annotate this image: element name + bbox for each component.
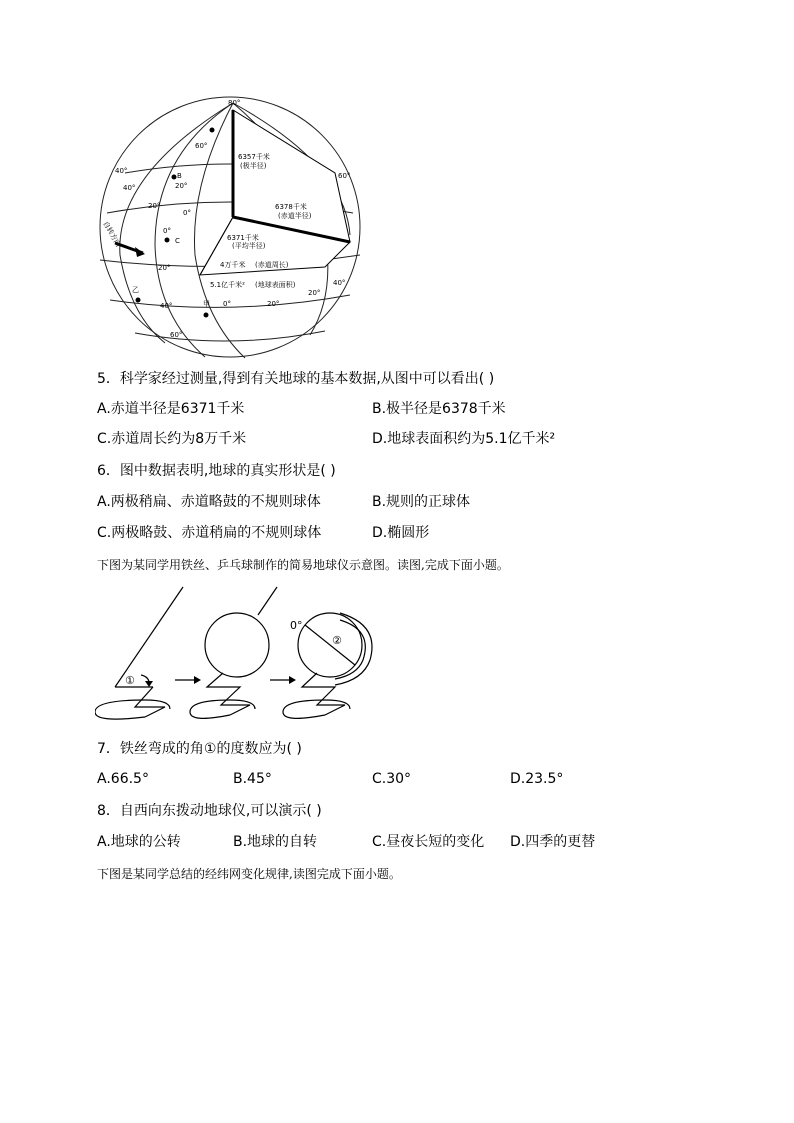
surface-area-label: (地球表面积) [255, 281, 296, 289]
question-6-option-d[interactable]: D.椭圆形 [372, 525, 430, 541]
polar-radius-value: 6357千米 [238, 153, 270, 161]
intro-text-2: 下图是某同学总结的经纬网变化规律,读图完成下面小题。 [97, 867, 401, 881]
angle-2-label: ② [332, 634, 342, 647]
question-8-option-b[interactable]: B.地球的自转 [233, 834, 318, 850]
globe-model-figure [95, 585, 385, 730]
lon-label: 0° [223, 300, 231, 308]
surface-area-value: 5.1亿千米² [210, 281, 245, 289]
point-yi-dot [136, 298, 141, 303]
angle-1-label: ① [125, 674, 135, 687]
question-5-stem: 5．科学家经过测量,得到有关地球的基本数据,从图中可以看出( ) [97, 371, 495, 387]
rotation-label: 自转方向 [101, 220, 123, 249]
lat-label: 20° [175, 182, 188, 190]
question-6-option-a[interactable]: A.两极稍扁、赤道略鼓的不规则球体 [97, 494, 321, 510]
intro-text-1: 下图为某同学用铁丝、乒乓球制作的简易地球仪示意图。读图,完成下面小题。 [97, 558, 509, 572]
lat-label: 40° [123, 184, 136, 192]
lat-label: 60° [338, 172, 351, 180]
lat-label: 60° [170, 331, 183, 339]
arrow-right-icon [194, 676, 201, 684]
lat-label: 40° [115, 167, 128, 175]
question-6-option-b[interactable]: B.规则的正球体 [372, 494, 471, 510]
question-7-stem: 7．铁丝弯成的角①的度数应为( ) [97, 741, 302, 757]
arrow-right-icon [289, 676, 296, 684]
question-7-option-b[interactable]: B.45° [233, 771, 272, 787]
point-B-dot [172, 175, 177, 180]
question-8-stem: 8．自西向东拨动地球仪,可以演示( ) [97, 803, 322, 819]
question-5-option-a[interactable]: A.赤道半径是6371千米 [97, 401, 245, 417]
lat-label: 40° [160, 302, 173, 310]
globe-figure [95, 95, 365, 360]
question-8-option-a[interactable]: A.地球的公转 [97, 834, 181, 850]
question-8-option-d[interactable]: D.四季的更替 [510, 834, 596, 850]
question-5-option-b[interactable]: B.极半径是6378千米 [372, 401, 506, 417]
question-8-option-c[interactable]: C.昼夜长短的变化 [372, 834, 485, 850]
mean-radius-label: (平均半径) [232, 242, 266, 250]
question-6-option-c[interactable]: C.两极略鼓、赤道稍扁的不规则球体 [97, 525, 322, 541]
polar-radius-label: (极半径) [240, 162, 267, 170]
question-7-option-a[interactable]: A.66.5° [97, 771, 149, 787]
point-label-yi: 乙 [132, 286, 139, 294]
lat-label: 20° [308, 289, 321, 297]
equatorial-radius-value: 6378千米 [275, 203, 307, 211]
point-jia-dot [204, 313, 209, 318]
point-label-jia: 甲 [203, 300, 210, 308]
mean-radius-value: 6371千米 [227, 234, 259, 242]
question-7-option-c[interactable]: C.30° [372, 771, 412, 787]
lat-label: 0° [163, 227, 171, 235]
point-dot [210, 128, 215, 133]
zero-degree-label: 0° [290, 619, 303, 632]
lat-label: 60° [195, 142, 208, 150]
question-5-option-d[interactable]: D.地球表面积约为5.1亿千米² [372, 431, 556, 447]
circumference-value: 4万千米 [220, 261, 246, 269]
question-5-option-c[interactable]: C.赤道周长约为8万千米 [97, 431, 247, 447]
point-C-dot [165, 238, 170, 243]
circumference-label: (赤道周长) [255, 261, 289, 269]
point-label-B: B [177, 172, 182, 180]
lat-label: 0° [183, 209, 191, 217]
lat-label: 80° [228, 99, 241, 107]
point-label-C: C [175, 237, 180, 245]
lon-label: 20° [267, 300, 280, 308]
lat-label: 40° [333, 279, 346, 287]
question-7-option-d[interactable]: D.23.5° [510, 771, 564, 787]
equatorial-radius-label: (赤道半径) [278, 212, 312, 220]
lat-label: 20° [148, 202, 161, 210]
question-6-stem: 6．图中数据表明,地球的真实形状是( ) [97, 463, 336, 479]
angle-arrow-icon [145, 681, 153, 687]
lat-label: 20° [158, 264, 171, 272]
